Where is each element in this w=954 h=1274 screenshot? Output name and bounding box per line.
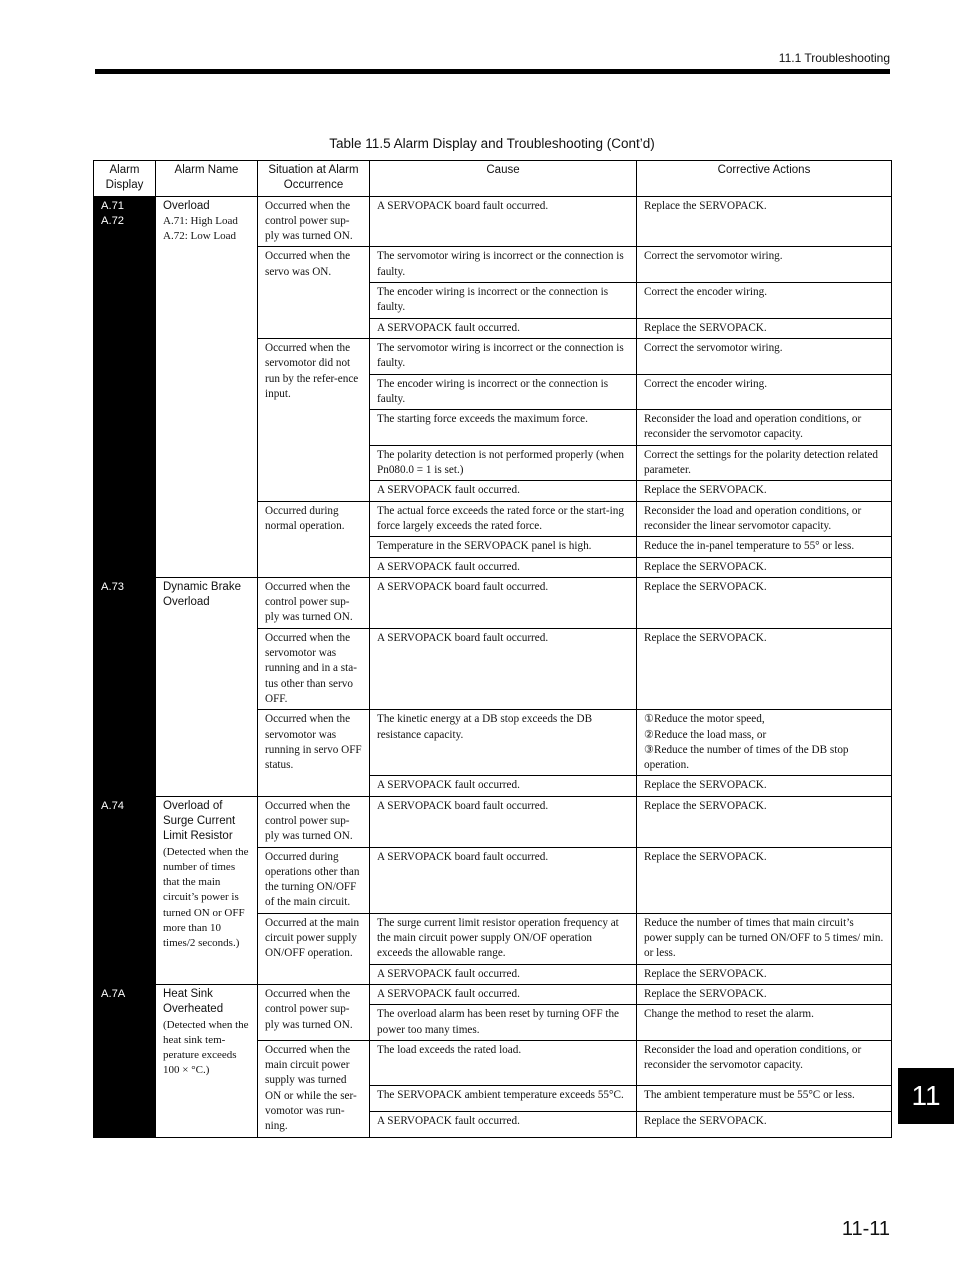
cause-cell: The polarity detection is not performed properly (when Pn080.0 = 1 is set.) — [370, 445, 637, 481]
table-title: Table 11.5 Alarm Display and Troubleshooting (Cont’d) — [329, 136, 655, 151]
alarm-code-cell — [94, 196, 156, 577]
action-cell: Replace the SERVOPACK. — [637, 847, 892, 913]
action-cell: Replace the SERVOPACK. — [637, 481, 892, 501]
situation-cell: Occurred when the servomotor was running and in a sta-tus other than servo OFF. — [258, 628, 370, 709]
action-cell: Correct the settings for the polarity detection related parameter. — [637, 445, 892, 481]
situation-cell: Occurred when the servomotor was running in servo OFF status. — [258, 710, 370, 796]
alarm-name-cell — [156, 577, 258, 796]
situation-cell: Occurred when the main circuit power supply was turned ON or while the ser-vomotor was run-ning. — [258, 1040, 370, 1137]
alarm-code: A.74 — [101, 799, 125, 812]
action-cell — [637, 710, 892, 776]
col-header: Alarm Name — [156, 161, 258, 197]
situation-cell: Occurred when the servomotor did not run by the refer-ence input. — [258, 338, 370, 501]
cause-cell: A SERVOPACK fault occurred. — [370, 318, 637, 338]
action-cell: Reconsider the load and operation conditions, or reconsider the servomotor capacity. — [637, 1040, 892, 1085]
cause-cell: A SERVOPACK fault occurred. — [370, 481, 637, 501]
action-cell: Correct the servomotor wiring. — [637, 247, 892, 283]
alarm-name-cell — [156, 196, 258, 577]
alarm-name: Overload of Surge Current Limit Resistor — [163, 799, 236, 843]
alarm-name-detail: (Detected when the heat sink tem-perature exceeds 100 × °C.) — [163, 1018, 249, 1077]
alarm-name-cell — [156, 796, 258, 984]
table-row — [94, 796, 892, 847]
col-header: Situation at Alarm Occurrence — [258, 161, 370, 197]
situation-cell: Occurred when the servo was ON. — [258, 247, 370, 338]
alarm-code: A.73 — [101, 580, 125, 593]
table-header-row — [94, 161, 892, 197]
action-cell: Change the method to reset the alarm. — [637, 1005, 892, 1041]
action-cell: Replace the SERVOPACK. — [637, 318, 892, 338]
action-cell: Correct the servomotor wiring. — [637, 338, 892, 374]
action-cell: Correct the encoder wiring. — [637, 374, 892, 410]
action-cell: Replace the SERVOPACK. — [637, 557, 892, 577]
situation-cell: Occurred during normal operation. — [258, 501, 370, 577]
action-cell: Reduce the number of times that main circuit’s power supply can be turned ON/OFF to 5 times/ min. or less. — [637, 913, 892, 964]
action-cell: Replace the SERVOPACK. — [637, 1111, 892, 1137]
alarm-name: Heat Sink Overheated — [163, 987, 224, 1016]
action-step: ①Reduce the motor speed, — [644, 713, 765, 726]
action-cell: Replace the SERVOPACK. — [637, 577, 892, 628]
situation-cell: Occurred when the control power sup-ply was turned ON. — [258, 984, 370, 1040]
situation-cell: Occurred during operations other than the turning ON/OFF of the main circuit. — [258, 847, 370, 913]
cause-cell: The load exceeds the rated load. — [370, 1040, 637, 1085]
alarm-code: A.7A — [101, 987, 126, 1000]
cause-cell: The SERVOPACK ambient temperature exceeds 55°C. — [370, 1086, 637, 1112]
cause-cell: The servomotor wiring is incorrect or the connection is faulty. — [370, 247, 637, 283]
action-cell: Replace the SERVOPACK. — [637, 776, 892, 796]
cause-cell: The encoder wiring is incorrect or the connection is faulty. — [370, 283, 637, 319]
cause-cell: A SERVOPACK board fault occurred. — [370, 796, 637, 847]
cause-cell: A SERVOPACK board fault occurred. — [370, 196, 637, 247]
situation-cell: Occurred at the main circuit power supply ON/OFF operation. — [258, 913, 370, 984]
cause-cell: A SERVOPACK fault occurred. — [370, 776, 637, 796]
cause-cell: The kinetic energy at a DB stop exceeds the DB resistance capacity. — [370, 710, 637, 776]
cause-cell: A SERVOPACK board fault occurred. — [370, 577, 637, 628]
alarm-table — [93, 160, 892, 1138]
cause-cell: The overload alarm has been reset by turning OFF the power too many times. — [370, 1005, 637, 1041]
cause-cell: A SERVOPACK fault occurred. — [370, 557, 637, 577]
page-number: 11-11 — [841, 1218, 890, 1240]
action-cell: Replace the SERVOPACK. — [637, 984, 892, 1004]
table-row — [94, 196, 892, 247]
action-cell: Correct the encoder wiring. — [637, 283, 892, 319]
alarm-table-body — [94, 196, 892, 1137]
cause-cell: The servomotor wiring is incorrect or the connection is faulty. — [370, 338, 637, 374]
section-header: 11.1 Troubleshooting — [778, 51, 890, 65]
action-cell: Replace the SERVOPACK. — [637, 628, 892, 709]
cause-cell: The surge current limit resistor operation frequency at the main circuit power supply ON/OF operation exceeds the allowable range. — [370, 913, 637, 964]
alarm-name-cell — [156, 984, 258, 1137]
action-cell: Replace the SERVOPACK. — [637, 196, 892, 247]
cause-cell: Temperature in the SERVOPACK panel is high. — [370, 537, 637, 557]
col-header: Alarm Display — [94, 161, 156, 197]
alarm-name-detail: A.71: High Load A.72: Low Load — [163, 214, 238, 243]
alarm-code: A.71 — [101, 199, 125, 212]
action-step: ③Reduce the number of times of the DB stop operation. — [644, 743, 849, 772]
table-row — [94, 577, 892, 628]
action-step: ②Reduce the load mass, or — [644, 728, 767, 741]
action-cell: Reconsider the load and operation conditions, or reconsider the servomotor capacity. — [637, 410, 892, 446]
chapter-tab: 11 — [898, 1068, 954, 1124]
col-header: Cause — [370, 161, 637, 197]
alarm-code-cell — [94, 796, 156, 984]
table-row — [94, 984, 892, 1004]
cause-cell: The starting force exceeds the maximum force. — [370, 410, 637, 446]
alarm-name: Overload — [163, 199, 210, 212]
header-rule — [95, 69, 890, 74]
alarm-code-cell — [94, 984, 156, 1137]
cause-cell: A SERVOPACK board fault occurred. — [370, 847, 637, 913]
alarm-code: A.72 — [101, 214, 125, 227]
situation-cell: Occurred when the control power sup-ply was turned ON. — [258, 196, 370, 247]
alarm-name-detail: (Detected when the number of times that the main circuit’s power is turned ON or OFF more than 10 times/2 seconds.) — [163, 845, 249, 950]
cause-cell: A SERVOPACK board fault occurred. — [370, 628, 637, 709]
cause-cell: A SERVOPACK fault occurred. — [370, 984, 637, 1004]
col-header: Corrective Actions — [637, 161, 892, 197]
alarm-code-cell — [94, 577, 156, 796]
action-cell: Replace the SERVOPACK. — [637, 796, 892, 847]
situation-cell: Occurred when the control power sup-ply was turned ON. — [258, 796, 370, 847]
cause-cell: The actual force exceeds the rated force or the start-ing force largely exceeds the rated force. — [370, 501, 637, 537]
cause-cell: A SERVOPACK fault occurred. — [370, 1111, 637, 1137]
action-cell: The ambient temperature must be 55°C or less. — [637, 1086, 892, 1112]
cause-cell: A SERVOPACK fault occurred. — [370, 964, 637, 984]
alarm-name: Dynamic Brake Overload — [163, 580, 241, 609]
action-cell: Reconsider the load and operation conditions, or reconsider the linear servomotor capacity. — [637, 501, 892, 537]
action-cell: Reduce the in-panel temperature to 55° or less. — [637, 537, 892, 557]
situation-cell: Occurred when the control power sup-ply was turned ON. — [258, 577, 370, 628]
action-cell: Replace the SERVOPACK. — [637, 964, 892, 984]
cause-cell: The encoder wiring is incorrect or the connection is faulty. — [370, 374, 637, 410]
